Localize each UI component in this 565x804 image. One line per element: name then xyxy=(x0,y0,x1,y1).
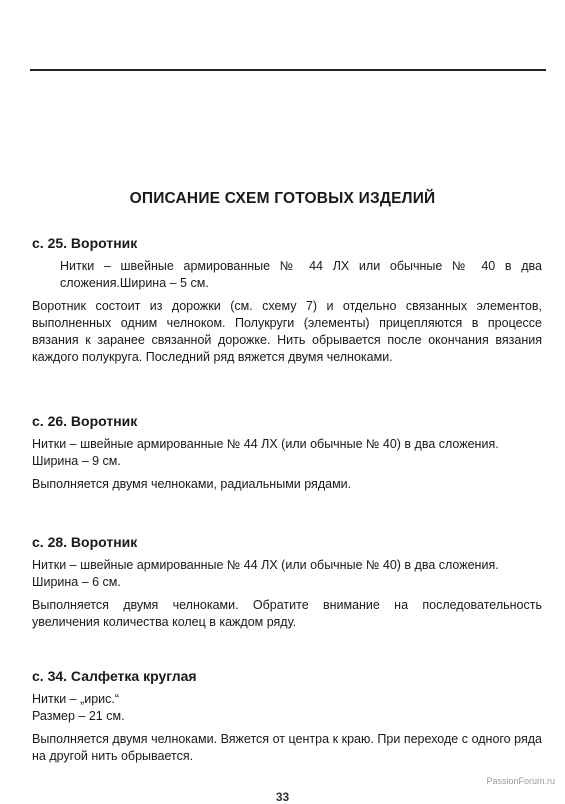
section-25 xyxy=(32,234,542,366)
section-paragraph: Размер – 21 см. xyxy=(32,709,125,723)
section-paragraph: Нитки – швейные армированные № 44 ЛХ (или обычные № 40) в два сложения. xyxy=(32,437,499,451)
section-paragraph: Нитки – „ирис.“ xyxy=(32,692,120,706)
section-paragraph: Ширина – 6 см. xyxy=(32,575,121,589)
section-26 xyxy=(32,412,542,493)
page-title: ОПИСАНИЕ СХЕМ ГОТОВЫХ ИЗДЕЛИЙ xyxy=(129,190,436,207)
section-34 xyxy=(32,667,542,765)
watermark: PassionForum.ru xyxy=(486,776,555,786)
section-heading: с. 25. Воротник xyxy=(32,235,138,251)
section-heading: с. 28. Воротник xyxy=(32,534,138,550)
section-paragraph: Нитки – швейные армированные № 44 ЛХ или обычные № 40 в два сложения.Ширина – 5 см. xyxy=(60,259,542,290)
section-paragraph: Ширина – 9 см. xyxy=(32,454,121,468)
section-paragraph: Выполняется двумя челноками. Вяжется от центра к краю. При переходе с одного ряда на другой нить обрывается. xyxy=(32,732,542,763)
section-28 xyxy=(32,533,542,631)
section-paragraph: Нитки – швейные армированные № 44 ЛХ (или обычные № 40) в два сложения. xyxy=(32,558,499,572)
section-paragraph: Воротник состоит из дорожки (см. схему 7) и отдельно связанных элементов, выполненных одним челноком. Полукруги (элементы) прицепляются в процессе вязания к заранее связанной дорожке. Нить обрывается после окончания вязания каждого полукруга. Последний ряд вяжется двумя челноками. xyxy=(32,299,542,364)
section-heading: с. 26. Воротник xyxy=(32,413,138,429)
top-rule xyxy=(30,69,546,71)
section-heading: с. 34. Салфетка круглая xyxy=(32,668,197,684)
page-number: 33 xyxy=(275,790,290,804)
section-paragraph: Выполняется двумя челноками. Обратите внимание на последовательность увеличения количества колец в каждом ряду. xyxy=(32,598,542,629)
section-paragraph: Выполняется двумя челноками, радиальными рядами. xyxy=(32,477,352,491)
